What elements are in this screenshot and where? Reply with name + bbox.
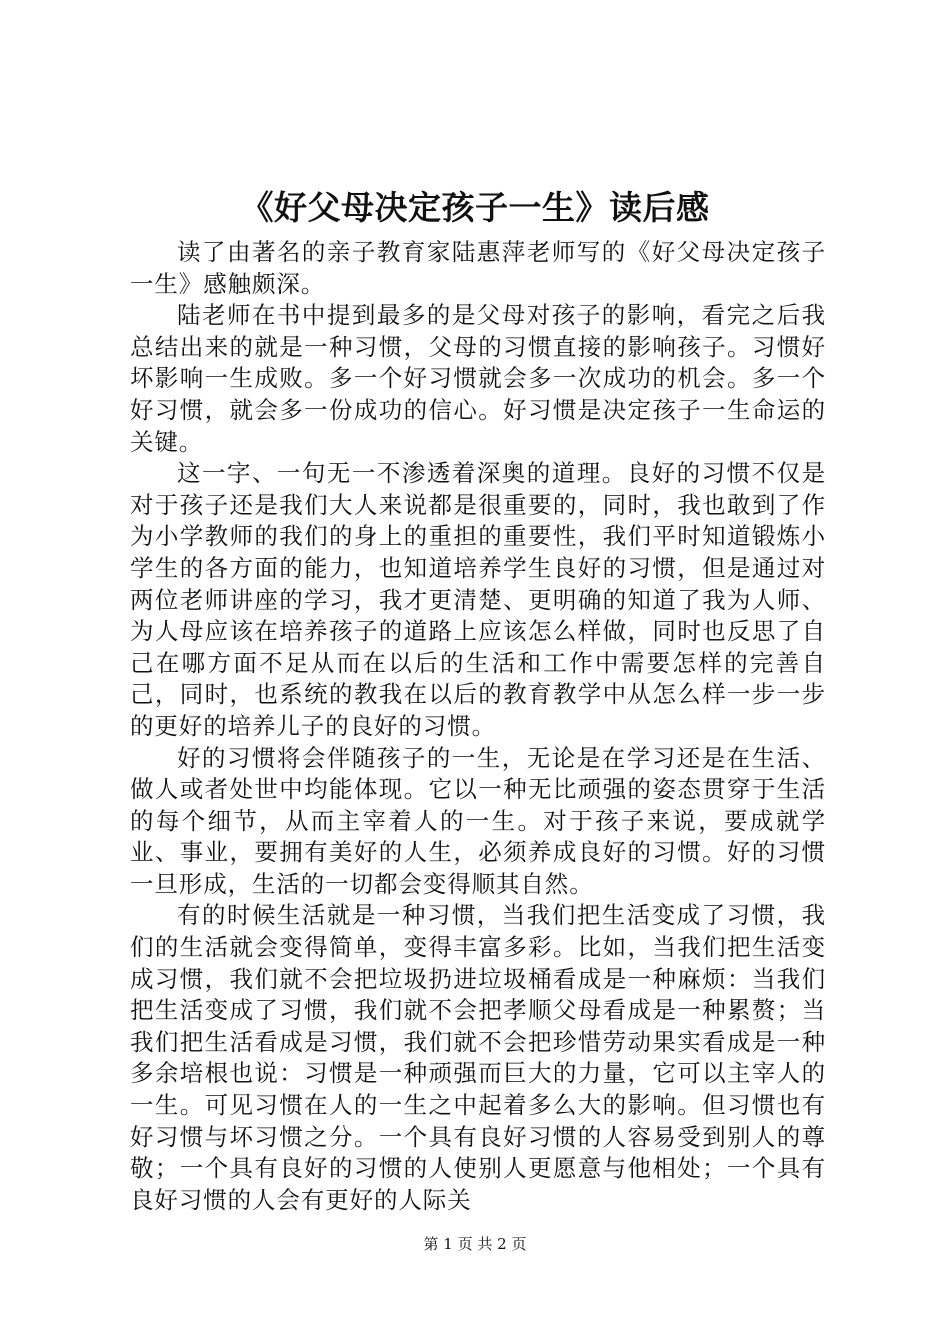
page-number: 第 1 页 共 2 页: [423, 1235, 527, 1253]
document-title: 《好父母决定孩子一生》读后感: [240, 188, 710, 227]
paragraph-5: 有的时候生活就是一种习惯，当我们把生活变成了习惯，我们的生活就会变得简单，变得丰富多彩。比如，当我们把生活变成习惯，我们就不会把垃圾扔进垃圾桶看成是一种麻烦：当我们把生活变成了习惯，我们就不会把孝顺父母看成是一种累赘；当我们把生活看成是习惯，我们就不会把珍惜劳动果实看成是一种多余培根也说：习惯是一种顽强而巨大的力量，它可以主宰人的一生。可见习惯在人的一生之中起着多么大的影响。但习惯也有好习惯与坏习惯之分。一个具有良好习惯的人容易受到别人的尊敬；一个具有良好的习惯的人使别人更愿意与他相处；一个具有良好习惯的人会有更好的人际关: [130, 901, 826, 1214]
page-footer: [0, 1233, 950, 1255]
document-body: [130, 237, 826, 1216]
paragraph-3: 这一字、一句无一不渗透着深奥的道理。良好的习惯不仅是对于孩子还是我们大人来说都是很重要的，同时，我也敢到了作为小学教师的我们的身上的重担的重要性，我们平时知道锻炼小学生的各方面的能力，也知道培养学生良好的习惯，但是通过对两位老师讲座的学习，我才更清楚、更明确的知道了我为人师、为人母应该在培养孩子的道路上应该怎么样做，同时也反思了自己在哪方面不足从而在以后的生活和工作中需要怎样的完善自己，同时，也系统的教我在以后的教育教学中从怎么样一步一步的更好的培养儿子的良好的习惯。: [130, 459, 826, 740]
paragraph-2: 陆老师在书中提到最多的是父母对孩子的影响，看完之后我总结出来的就是一种习惯，父母的习惯直接的影响孩子。习惯好坏影响一生成败。多一个好习惯就会多一次成功的机会。多一个好习惯，就会多一份成功的信心。好习惯是决定孩子一生命运的关键。: [130, 301, 826, 456]
paragraph-1: 读了由著名的亲子教育家陆惠萍老师写的《好父母决定孩子一生》感触颇深。: [130, 238, 826, 298]
paragraph-4: 好的习惯将会伴随孩子的一生，无论是在学习还是在生活、做人或者处世中均能体现。它以一种无比顽强的姿态贯穿于生活的每个细节，从而主宰着人的一生。对于孩子来说，要成就学业、事业，要拥有美好的人生，必须养成良好的习惯。好的习惯一旦形成，生活的一切都会变得顺其自然。: [130, 743, 826, 898]
